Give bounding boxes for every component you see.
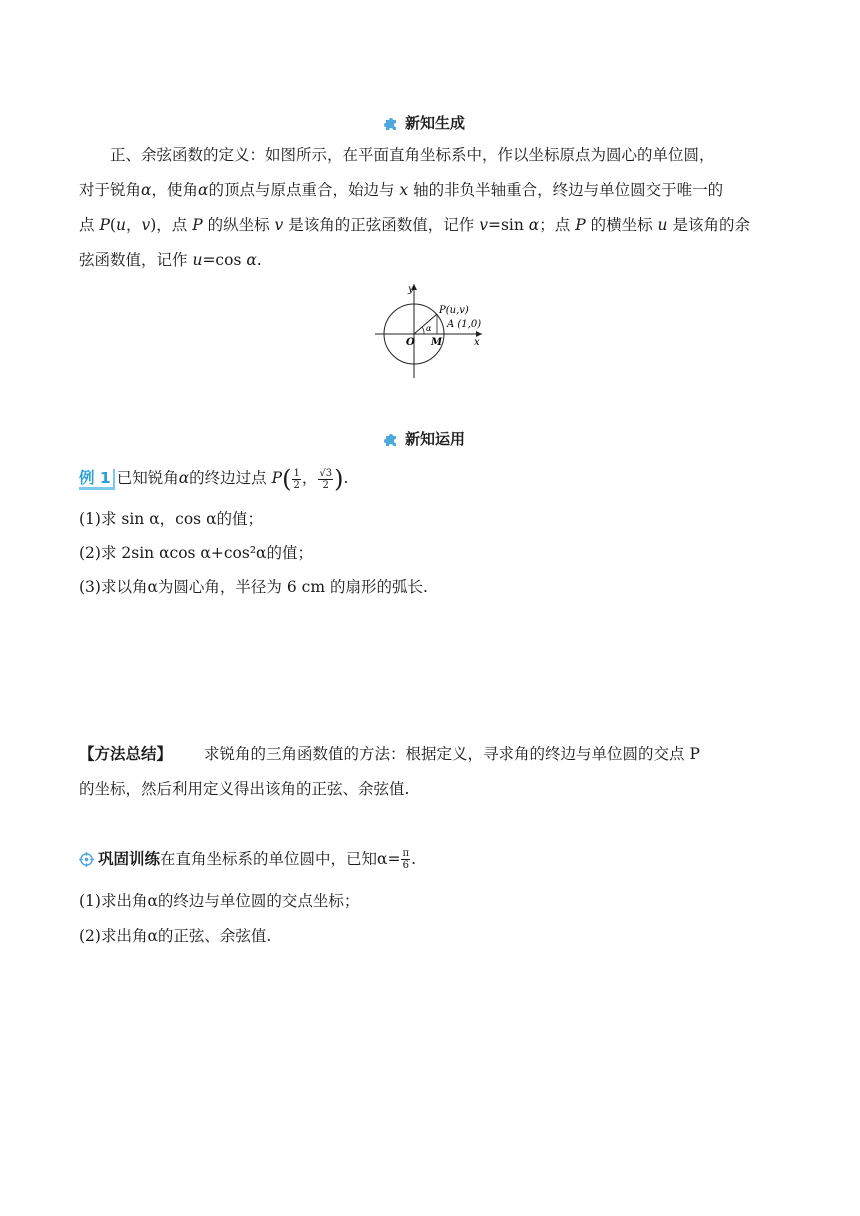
puzzle-icon bbox=[383, 115, 399, 131]
angle-arc bbox=[422, 327, 424, 334]
fraction-pi-sixth: $\frac{\pi}{6}$ bbox=[402, 847, 410, 871]
question-1: (1)求 sin α，cos α的值； bbox=[79, 510, 264, 528]
practice-question-1: (1)求出角α的终边与单位圆的交点坐标； bbox=[79, 892, 360, 910]
example-badge: 例 1 bbox=[79, 469, 115, 490]
a-label: A (1,0) bbox=[447, 319, 482, 330]
y-label: y bbox=[408, 284, 414, 295]
fraction-root3-half: $\frac{√3}{2}$ bbox=[319, 467, 333, 491]
practice-questions bbox=[79, 884, 359, 954]
practice-label: 巩固训练 bbox=[98, 850, 161, 868]
example-questions bbox=[79, 502, 428, 604]
target-icon bbox=[79, 852, 94, 867]
unit-circle-figure bbox=[370, 280, 490, 380]
practice-question-2: (2)求出角α的正弦、余弦值. bbox=[79, 927, 272, 945]
p-label: P(u,v) bbox=[439, 305, 469, 316]
practice-heading: 巩固训练 在直角坐标系的单位圆中，已知α= $\frac{\pi}{6}$ . bbox=[79, 842, 416, 876]
section-heading-apply-knowledge: 新知运用 bbox=[383, 428, 465, 449]
alpha-label: α bbox=[426, 324, 432, 333]
origin-label: O bbox=[406, 337, 415, 348]
method-summary: 【方法总结】 求锐角的三角函数值的方法：根据定义，寻求角的终边与单位圆的交点 P 的坐标，然后利用定义得出该角的正弦、余弦值. bbox=[79, 745, 700, 798]
method-summary-label: 【方法总结】 bbox=[79, 745, 173, 763]
example-1-statement: 例 1 已知锐角α的终边过点 P( $\frac{1}{2}$ ， $\frac{√3}{2}$ ). bbox=[79, 465, 349, 493]
m-label: M bbox=[431, 337, 443, 348]
x-label: x bbox=[474, 337, 480, 348]
fraction-one-half: $\frac{1}{2}$ bbox=[293, 467, 300, 491]
definition-paragraph: 正、余弦函数的定义：如图所示，在平面直角坐标系中，作以坐标原点为圆心的单位圆， 对于锐角α，使角α的顶点与原点重合，始边与 x 轴的非负半轴重合，终边与单位圆交于唯一的 点 P(u，v)，点 P 的纵坐标 v 是该角的正弦函数值，记作 v=sin α；点 P 的横坐标 u 是该角的余 弦函数值，记作 u=cos α. bbox=[79, 146, 750, 269]
question-3: (3)求以角α为圆心角，半径为 6 cm 的扇形的弧长. bbox=[79, 578, 428, 596]
section-heading-new-knowledge: 新知生成 bbox=[383, 112, 465, 133]
puzzle-icon bbox=[383, 431, 399, 447]
question-2: (2)求 2sin αcos α+cos²α的值； bbox=[79, 544, 314, 562]
